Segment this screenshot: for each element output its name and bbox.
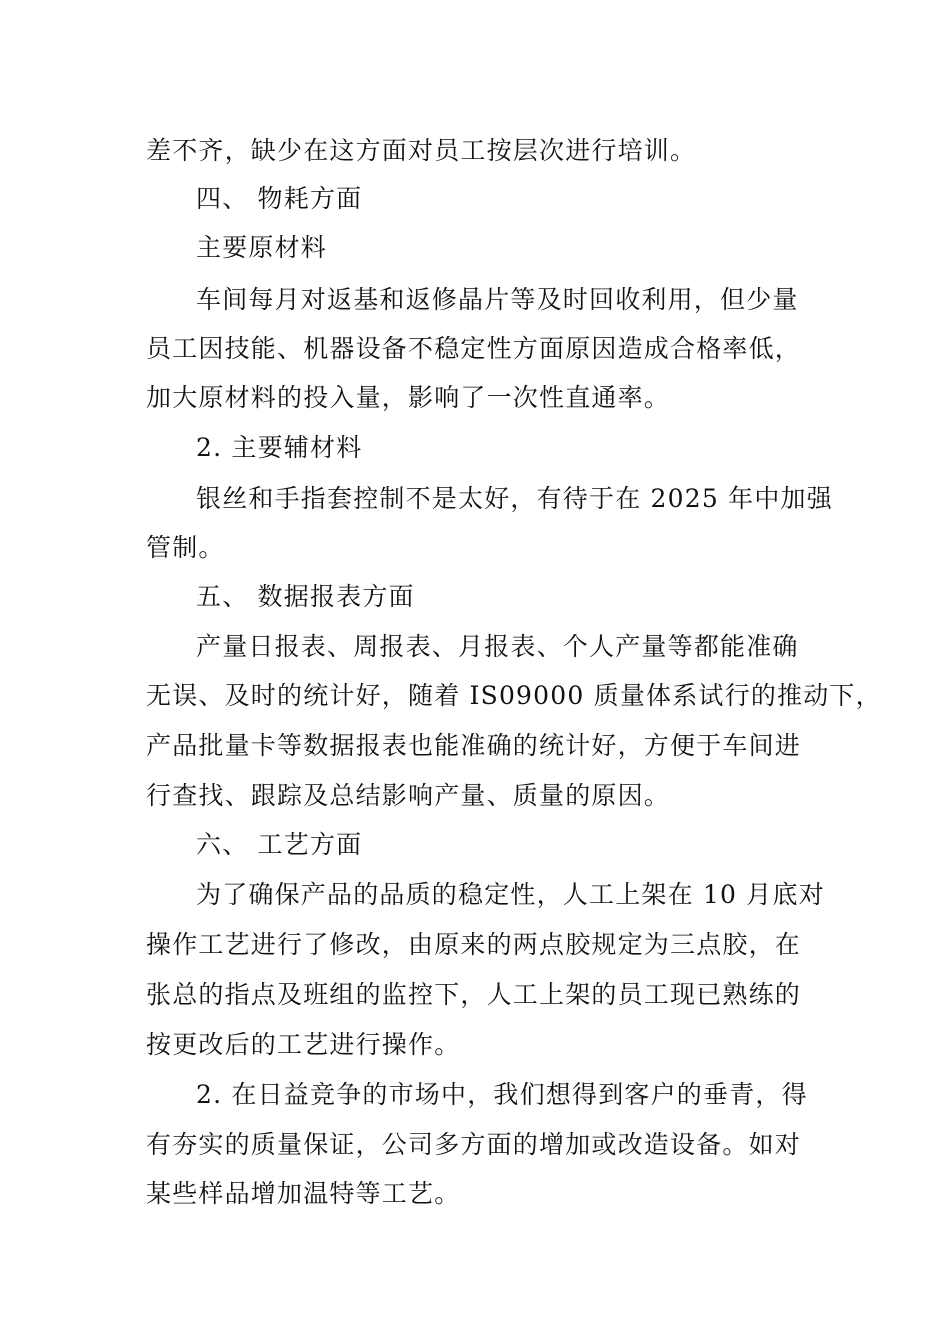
subsection-heading: 主要原材料 [196,233,328,262]
paragraph-line: 产量日报表、周报表、月报表、个人产量等都能准确 [196,632,799,661]
paragraph-line: 按更改后的工艺进行操作。 [146,1030,461,1059]
paragraph-line: 产品批量卡等数据报表也能准确的统计好，方便于车间进 [146,731,802,760]
paragraph-line: 某些样品增加温特等工艺。 [146,1179,461,1208]
section-heading: 五、 数据报表方面 [196,582,415,611]
subsection-heading: 2. 主要辅材料 [196,433,363,462]
paragraph-line: 管制。 [146,533,225,562]
paragraph-line: 为了确保产品的品质的稳定性，人工上架在 10 月底对 [196,880,825,909]
section-heading: 六、 工艺方面 [196,830,363,859]
paragraph-line: 差不齐，缺少在这方面对员工按层次进行培训。 [146,136,697,165]
section-heading: 四、 物耗方面 [196,184,363,213]
paragraph-line: 银丝和手指套控制不是太好，有待于在 2025 年中加强 [196,484,833,513]
paragraph-line: 张总的指点及班组的监控下，人工上架的员工现已熟练的 [146,980,802,1009]
paragraph-line: 2. 在日益竞争的市场中，我们想得到客户的垂青，得 [196,1080,808,1109]
paragraph-line: 有夯实的质量保证，公司多方面的增加或改造设备。如对 [146,1130,802,1159]
paragraph-line: 加大原材料的投入量，影响了一次性直通率。 [146,383,671,412]
paragraph-line: 无误、及时的统计好，随着 IS09000 质量体系试行的推动下， [146,681,882,710]
paragraph-line: 行查找、跟踪及总结影响产量、质量的原因。 [146,781,671,810]
paragraph-line: 操作工艺进行了修改，由原来的两点胶规定为三点胶，在 [146,930,802,959]
paragraph-line: 车间每月对返基和返修晶片等及时回收利用，但少量 [196,285,799,314]
paragraph-line: 员工因技能、机器设备不稳定性方面原因造成合格率低， [146,334,802,363]
